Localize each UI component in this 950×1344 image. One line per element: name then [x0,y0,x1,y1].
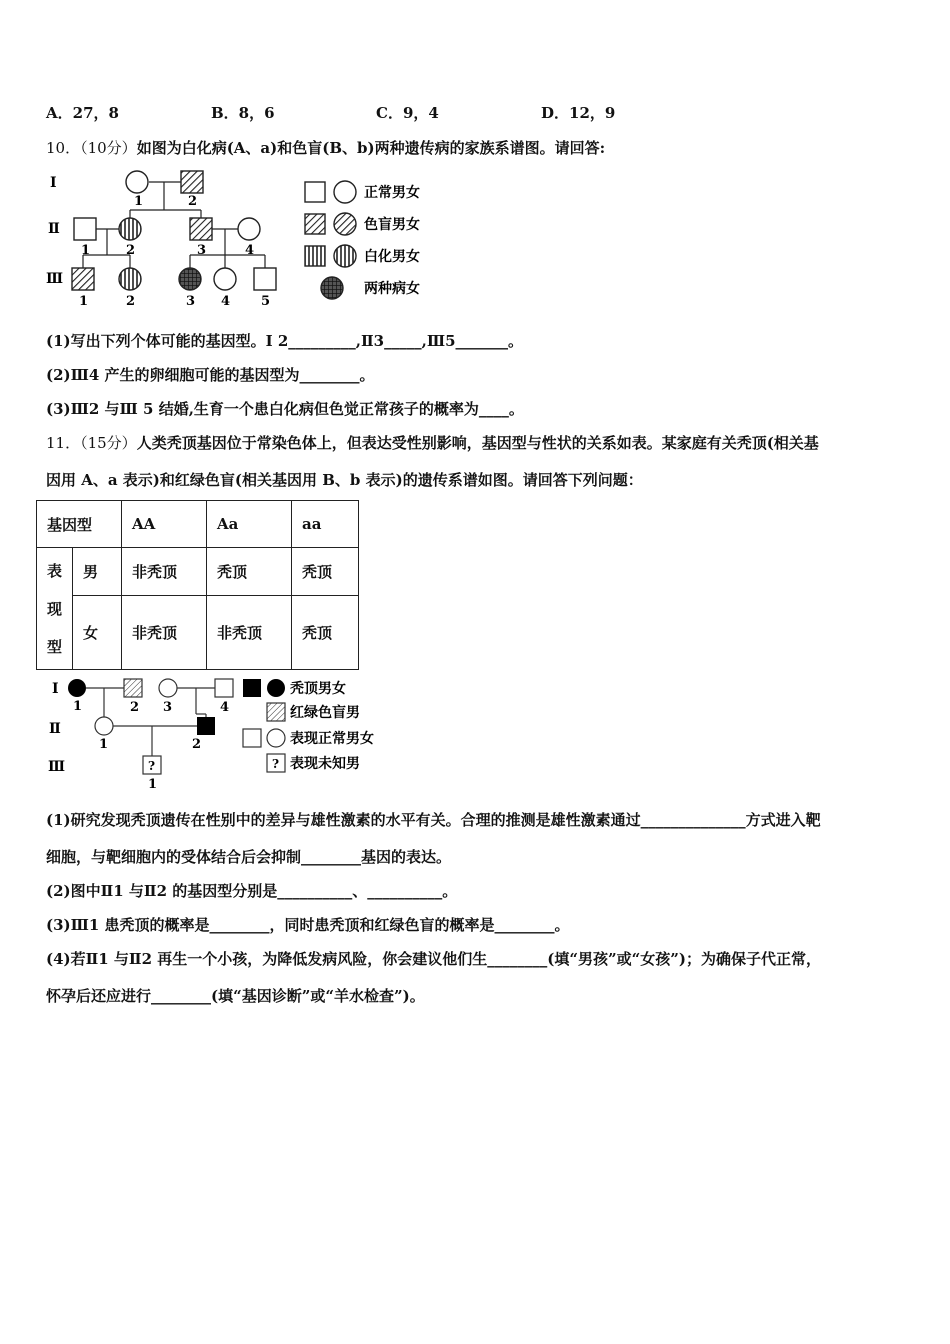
q10-gen-label-2: Ⅱ [48,221,60,237]
q11-id-III1: 1 [148,777,158,792]
q11-I1-female [68,679,86,697]
q11-sub1-line1: (1)研究发现秃顶遗传在性别中的差异与雄性激素的水平有关。合理的推测是雄性激素通过______________方式进入靶 [46,811,821,829]
q9-option-a: A．27，8 [46,104,119,122]
q11-legend-unknown-mark: ? [272,757,280,771]
q11-sub4-line1: (4)若Ⅱ1 与Ⅱ2 再生一个小孩，为降低发病风险，你会建议他们生________(填“男孩”或“女孩”)；为确保子代正常， [46,950,821,968]
q10-II1-male [74,218,96,240]
q10-stem [46,137,605,158]
q11-id-I3: 3 [163,700,173,715]
q10-sub3: (3)Ⅲ2 与Ⅲ 5 结婚,生育一个患白化病但色觉正常孩子的概率为____。 [46,400,524,418]
q11-sub4-line2: 怀孕后还应进行________(填“基因诊断”或“羊水检查”)。 [46,987,425,1005]
q11-legend-normal-male [243,729,261,747]
genotype-header: AA [122,501,207,548]
q11-id-I4: 4 [220,700,230,715]
table-cell: 非秃顶 [122,548,207,596]
q11-unknown-mark: ? [148,759,156,773]
q10-gen-label-3: Ⅲ [46,271,64,287]
q11-II1-female [95,717,113,735]
q10-legend-normal-male [305,182,325,202]
phenotype-label-char: 现 [47,599,63,618]
q10-legend-albino-male [305,246,325,266]
q10-id-I1: 1 [134,194,144,209]
q9-option-b: B．8，6 [211,104,275,122]
q11-legend-bald-male [243,679,261,697]
q10-legend-albino: 白化男女 [364,249,420,265]
q10-id-II3: 3 [197,243,207,258]
q11-id-I1: 1 [73,699,83,714]
q10-legend-albino-female [334,245,356,267]
q11-stem-line2: 因用 A、a 表示)和红绿色盲(相关基因用 B、b 表示)的遗传系谱如图。请回答下列问题： [46,471,643,489]
table-row-female [37,596,359,670]
table-row-male [37,548,359,596]
table-corner-cell: 基因型 [37,501,122,548]
q11-sub3: (3)Ⅲ1 患秃顶的概率是________，同时患秃顶和红绿色盲的概率是________。 [46,916,570,934]
q10-id-II1: 1 [81,243,91,258]
q10-id-III3: 3 [186,294,196,309]
q10-gen-label-1: Ⅰ [50,175,57,191]
q11-score: （15分） [80,434,137,452]
q10-legend-colorblind-male [305,214,325,234]
q10-sub2: (2)Ⅲ4 产生的卵细胞可能的基因型为________。 [46,366,375,384]
q11-id-II1: 1 [99,737,109,752]
q10-legend-colorblind-female [334,213,356,235]
q11-sub2: (2)图中Ⅱ1 与Ⅱ2 的基因型分别是__________、__________。 [46,882,458,900]
q10-score: （10分） [80,139,137,157]
q10-I1-female [126,171,148,193]
q10-legend-normal-female [334,181,356,203]
q10-III5-male [254,268,276,290]
q11-stem [46,432,819,453]
q11-gen-label-1: Ⅰ [52,681,59,697]
q11-legend-bald-female [267,679,285,697]
q9-option-d: D．12，9 [541,104,616,122]
q9-option-c: C．9，4 [376,104,439,122]
q10-id-III1: 1 [79,294,89,309]
q11-legend-unknown: 表现未知男 [290,756,360,772]
q11-I3-female [159,679,177,697]
q11-II2-male [197,717,215,735]
q11-I2-male [124,679,142,697]
table-cell: 秃顶 [292,596,359,670]
q10-number: 10． [46,139,81,157]
q10-id-III4: 4 [221,294,231,309]
q11-legend-colorblind: 红绿色盲男 [290,705,360,721]
q10-legend-normal: 正常男女 [364,185,420,201]
q10-legend-both: 两种病女 [364,281,420,297]
q11-id-I2: 2 [130,700,140,715]
genotype-header: aa [292,501,359,548]
table-cell: 秃顶 [207,548,292,596]
q11-sub1-line2: 细胞，与靶细胞内的受体结合后会抑制________基因的表达。 [46,848,452,866]
q10-id-III5: 5 [261,294,271,309]
q10-I2-male [181,171,203,193]
q11-legend-bald: 秃顶男女 [290,681,346,697]
q10-III4-female [214,268,236,290]
q11-legend-colorblind-male [267,703,285,721]
q11-id-II2: 2 [192,737,202,752]
q11-gen-label-3: Ⅲ [48,759,66,775]
q10-II2-female [119,218,141,240]
table-cell: 非秃顶 [122,596,207,670]
q10-III2-female [119,268,141,290]
table-cell: 秃顶 [292,548,359,596]
phenotype-label [37,548,73,670]
q10-III3-female [179,268,201,290]
q11-number: 11． [46,434,81,452]
q11-legend-normal: 表现正常男女 [290,731,374,747]
q10-id-II2: 2 [126,243,136,258]
q11-pedigree [40,674,400,794]
q9-options [46,102,706,123]
q11-stem-line1: 人类秃顶基因位于常染色体上，但表达受性别影响，基因型与性状的关系如表。某家庭有关秃顶(相关基 [136,434,819,452]
q10-III1-male [72,268,94,290]
q10-sub1: (1)写出下列个体可能的基因型。Ⅰ 2_________,Ⅱ3_____,Ⅲ5_______。 [46,332,524,350]
q10-legend-both-female [321,277,343,299]
q10-id-II4: 4 [245,243,255,258]
phenotype-label-char: 表 [47,561,63,580]
q10-id-I2: 2 [188,194,198,209]
q10-legend-colorblind: 色盲男女 [364,217,420,233]
sex-cell-male: 男 [73,548,122,596]
phenotype-label-char: 型 [47,637,63,656]
genotype-header: Aa [207,501,292,548]
sex-cell-female: 女 [73,596,122,670]
q10-II3-male [190,218,212,240]
table-cell: 非秃顶 [207,596,292,670]
q11-legend-normal-female [267,729,285,747]
q10-stem-text: 如图为白化病(A、a)和色盲(B、b)两种遗传病的家族系谱图。请回答: [136,139,606,157]
table-header-row [37,501,359,548]
q10-id-III2: 2 [126,294,136,309]
q10-II4-female [238,218,260,240]
phenotype-table [36,500,359,670]
q11-I4-male [215,679,233,697]
q10-pedigree [40,165,440,315]
q11-gen-label-2: Ⅱ [49,721,61,737]
